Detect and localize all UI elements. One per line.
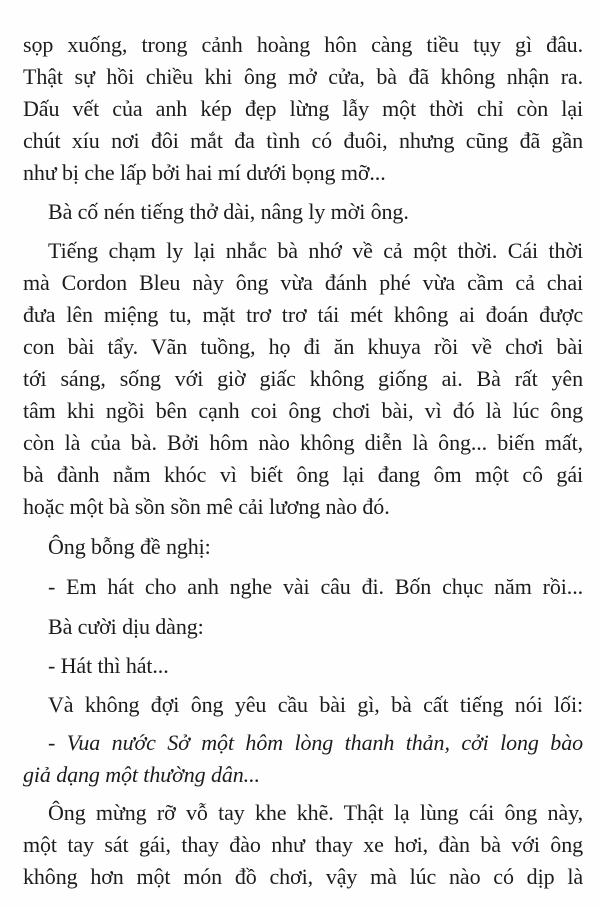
text-line-11: tới sáng, sống với giờ giấc không giống ai. Bà rất yên (23, 366, 583, 391)
text-line-24: một tay sát gái, thay đào như thay xe hơi, đàn bà với ông (23, 832, 583, 857)
text-line-16: Ông bỗng đề nghị: (48, 534, 211, 559)
text-line-6: Bà cố nén tiếng thở dài, nâng ly mời ông. (48, 199, 409, 224)
text-line-18: Bà cười dịu dàng: (48, 614, 204, 639)
text-line-21: - Vua nước Sở một hôm lòng thanh thản, cởi long bào (48, 730, 583, 755)
text-line-3: Dấu vết của anh kép đẹp lừng lẫy một thời chỉ còn lại (23, 96, 583, 121)
text-line-12: tâm khi ngồi bên cạnh coi ông chơi bài, vì đó là lúc ông (23, 398, 583, 423)
text-line-15: hoặc một bà sồn sồn mê cải lương nào đó. (23, 494, 390, 519)
text-line-9: đưa lên miệng tu, mặt trơ trơ tái mét không ai đoán được (23, 302, 583, 327)
text-line-2: Thật sự hồi chiều khi ông mở cửa, bà đã không nhận ra. (23, 64, 583, 89)
text-line-22: giả dạng một thường dân... (23, 762, 260, 787)
text-line-8: mà Cordon Bleu này ông vừa đánh phé vừa cầm cả chai (23, 270, 583, 295)
text-line-5: như bị che lấp bởi hai mí dưới bọng mỡ... (23, 160, 386, 185)
text-line-17: - Em hát cho anh nghe vài câu đi. Bốn chục năm rồi... (48, 574, 583, 599)
text-line-7: Tiếng chạm ly lại nhắc bà nhớ về cả một thời. Cái thời (48, 238, 583, 263)
text-line-14: bà đành nằm khóc vì biết ông lại đang ôm một cô gái (23, 462, 583, 487)
text-line-19: - Hát thì hát... (48, 653, 169, 678)
text-line-4: chút xíu nơi đôi mắt đa tình có đuôi, nhưng cũng đã gần (23, 128, 583, 153)
text-line-23: Ông mừng rỡ vỗ tay khe khẽ. Thật lạ lùng cái ông này, (48, 800, 583, 825)
text-line-20: Và không đợi ông yêu cầu bài gì, bà cất tiếng nói lối: (48, 692, 583, 717)
text-line-10: con bài tẩy. Vãn tuồng, họ đi ăn khuya rồi về chơi bài (23, 334, 583, 359)
text-line-13: còn là của bà. Bởi hôm nào không diễn là ông... biến mất, (23, 430, 583, 455)
text-line-25: không hơn một món đồ chơi, vậy mà lúc nào có dịp là (23, 864, 583, 889)
text-line-1: sọp xuống, trong cảnh hoàng hôn càng tiều tụy gì đâu. (23, 32, 583, 57)
